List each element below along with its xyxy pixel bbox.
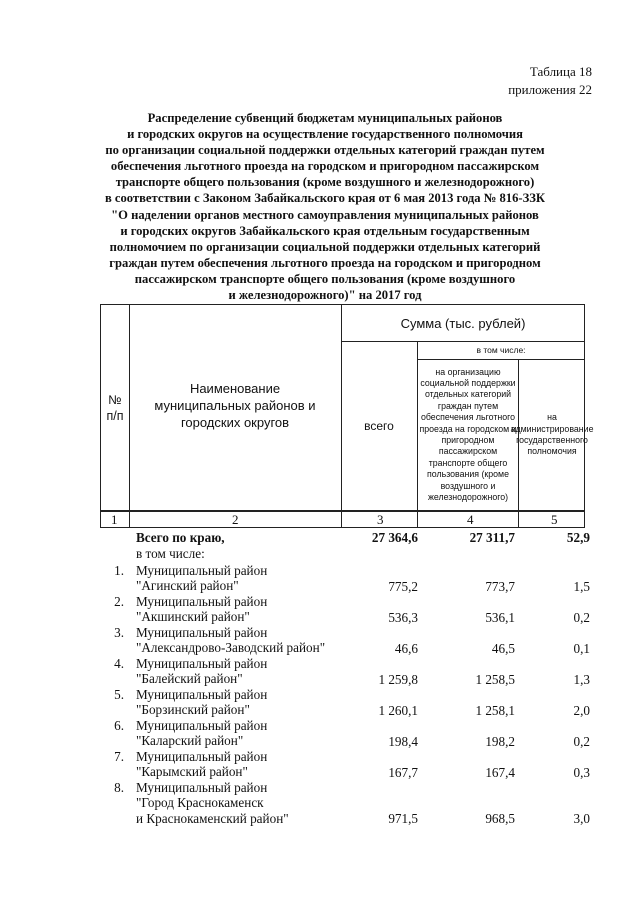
header-sum: Сумма (тыс. рублей) xyxy=(400,315,526,331)
row-number: 1. xyxy=(114,563,124,578)
row-col5: 2,0 xyxy=(573,703,590,718)
row-total: 167,7 xyxy=(388,765,418,780)
row-number: 5. xyxy=(114,687,124,702)
row-col5: 3,0 xyxy=(573,811,590,826)
header-total: всего xyxy=(364,419,394,433)
col-number: 2 xyxy=(232,512,239,527)
column-number-row xyxy=(100,511,585,528)
title-line: граждан путем обеспечения льготного проезда на городском и пригородном xyxy=(109,255,541,270)
col-number: 4 xyxy=(467,512,474,527)
row-number: 2. xyxy=(114,594,124,609)
row-total: 198,4 xyxy=(388,734,418,749)
title-line: Распределение субвенций бюджетам муниципальных районов xyxy=(147,111,503,125)
row-name: Муниципальный район xyxy=(136,687,268,702)
row-name: "Город Краснокаменск xyxy=(136,795,264,811)
col-number: 3 xyxy=(377,512,384,527)
row-col4: 46,5 xyxy=(491,641,515,656)
title-line: по организации социальной поддержки отдельных категорий граждан путем xyxy=(105,143,545,158)
row-col5: 1,5 xyxy=(573,579,590,594)
row-name: "Балейский район" xyxy=(136,671,243,687)
row-col4: 1 258,1 xyxy=(475,703,515,718)
title-line: и городских округов Забайкальского края отдельным государственным xyxy=(120,223,530,238)
row-col4: 968,5 xyxy=(485,811,515,826)
row-name: Муниципальный район xyxy=(136,563,268,578)
table-number: Таблица 18 xyxy=(529,64,592,79)
row-name: Муниципальный район xyxy=(136,718,268,733)
header-col5: на администрирование государственного полномочия xyxy=(510,412,594,457)
row-total: 536,3 xyxy=(388,610,418,625)
row-total: 1 260,1 xyxy=(378,703,418,718)
title-line: пассажирском транспорте общего пользования (кроме воздушного xyxy=(134,271,516,286)
title-line: полномочием по организации социальной поддержки отдельных категорий xyxy=(109,239,541,254)
row-total: 46,6 xyxy=(394,641,418,656)
header-col4: на организацию социальной поддержки отдельных категорий граждан путем обеспечения льготного проезда на городском и пригородном пассажирском транспорте общего пользования (кроме воздушного и железнодорожного) xyxy=(419,366,517,503)
row-name: "Агинский район" xyxy=(136,578,239,594)
row-number: 8. xyxy=(114,780,124,795)
row-col4: 773,7 xyxy=(485,579,515,594)
row-col4: 536,1 xyxy=(485,610,515,625)
title-line: и железнодорожного)" на 2017 год xyxy=(228,288,422,303)
document-title xyxy=(90,110,560,303)
row-number: 6. xyxy=(114,718,124,733)
row-name: Муниципальный район xyxy=(136,780,268,795)
row-col5: 1,3 xyxy=(573,672,590,687)
header-name: Наименование муниципальных районов и городских округов xyxy=(154,380,316,430)
row-name: "Акшинский район" xyxy=(136,609,250,625)
row-total: 775,2 xyxy=(388,579,418,594)
row-col5: 0,2 xyxy=(573,610,590,625)
row-col5: 0,2 xyxy=(573,734,590,749)
appendix-number: приложения 22 xyxy=(508,82,592,97)
header-number: № п/п xyxy=(106,392,124,423)
title-line: обеспечения льготного проезда на городском и пригородном пассажирском xyxy=(110,159,540,174)
row-total: 971,5 xyxy=(388,811,418,826)
row-col4: 1 258,5 xyxy=(475,672,515,687)
header-including: в том числе: xyxy=(476,345,526,355)
title-line: и городских округов на осуществление государственного полномочия xyxy=(127,127,523,142)
title-line: "О наделении органов местного самоуправления муниципальных районов xyxy=(111,207,539,222)
summary-sublabel: в том числе: xyxy=(136,546,205,561)
title-line: в соответствии с Законом Забайкальского края от 6 мая 2013 года № 816-ЗЗК xyxy=(104,191,546,206)
row-total: 1 259,8 xyxy=(378,672,418,687)
row-col4: 167,4 xyxy=(485,765,515,780)
summary-col5: 52,9 xyxy=(566,530,590,545)
row-name: "Александрово-Заводский район" xyxy=(136,640,326,656)
row-col4: 198,2 xyxy=(485,734,515,749)
row-col5: 0,1 xyxy=(573,641,590,656)
row-name: Муниципальный район xyxy=(136,625,268,640)
col-number: 5 xyxy=(551,512,558,527)
row-number: 3. xyxy=(114,625,124,640)
row-number: 7. xyxy=(114,749,124,764)
row-name: "Борзинский район" xyxy=(136,702,250,718)
col-number: 1 xyxy=(111,512,118,527)
table-reference xyxy=(508,63,592,99)
summary-label: Всего по краю, xyxy=(136,530,225,545)
row-name: и Краснокаменский район" xyxy=(136,810,289,826)
row-name: Муниципальный район xyxy=(136,656,268,671)
row-name: Муниципальный район xyxy=(136,749,268,764)
summary-col4: 27 311,7 xyxy=(469,530,515,545)
row-number: 4. xyxy=(114,656,124,671)
row-name: "Каларский район" xyxy=(136,733,244,749)
table-header xyxy=(100,304,594,511)
row-name: Муниципальный район xyxy=(136,594,268,609)
row-col5: 0,3 xyxy=(573,765,590,780)
summary-total: 27 364,6 xyxy=(371,530,418,545)
row-name: "Карымский район" xyxy=(136,764,248,780)
title-line: транспорте общего пользования (кроме воздушного и железнодорожного) xyxy=(115,175,535,190)
